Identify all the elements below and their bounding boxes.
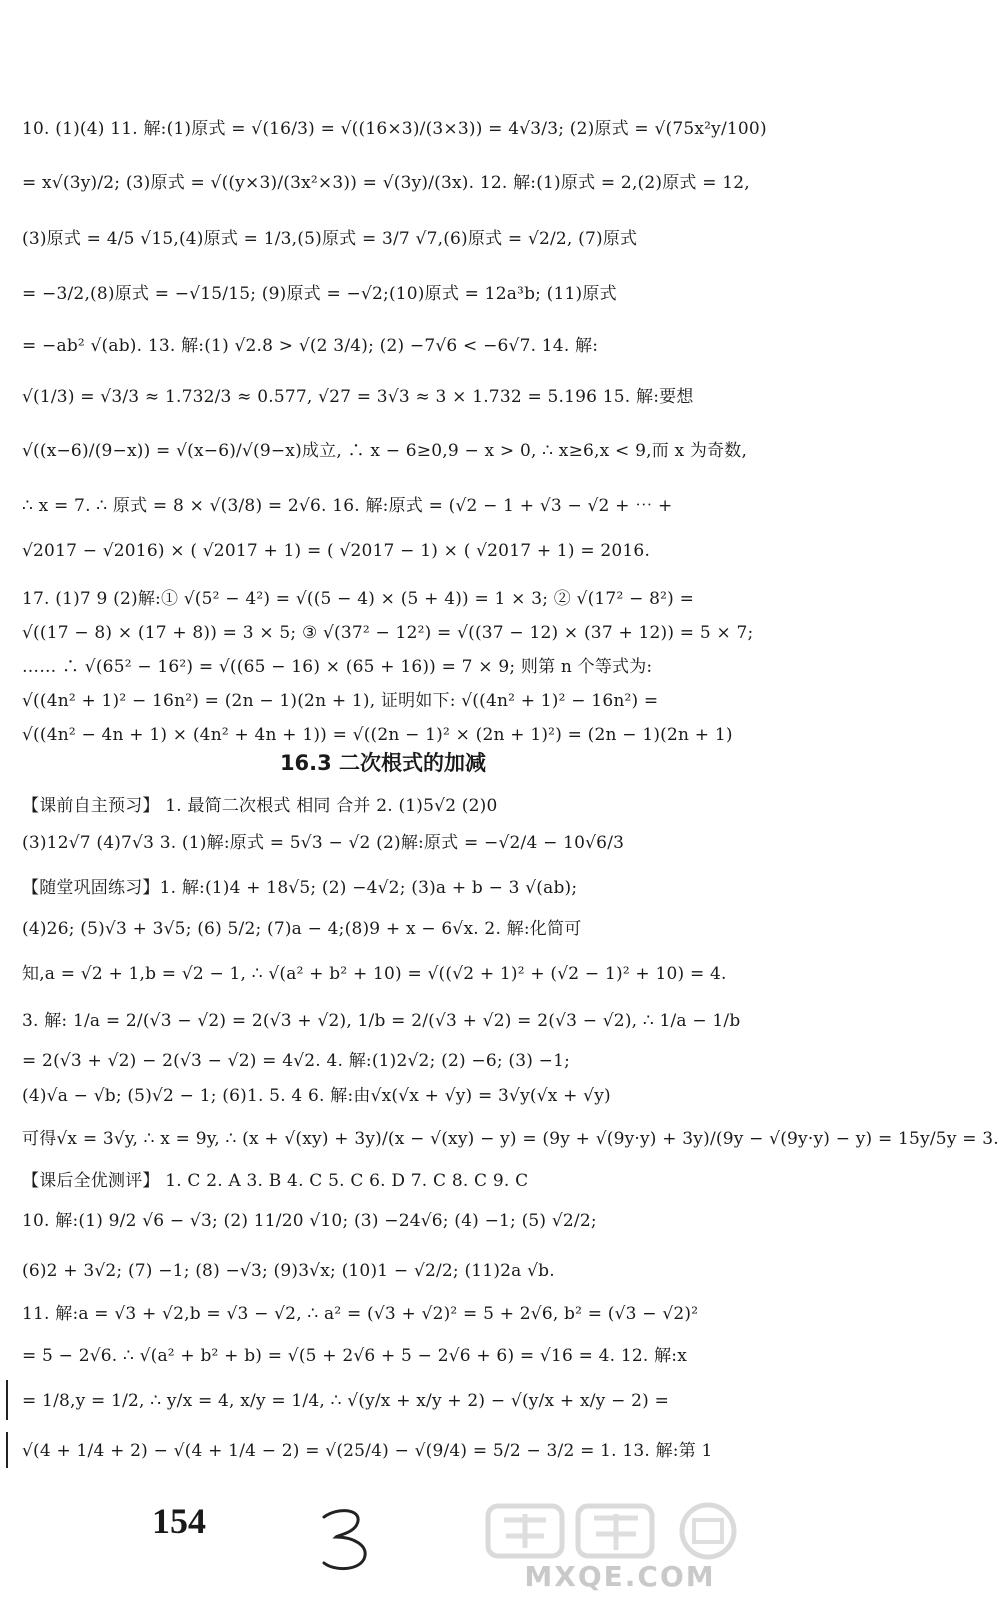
solution-line: = −ab² √(ab). 13. 解:(1) √2.8 > √(2 3/4); (2) −7√6 < −6√7. 14. 解: xyxy=(22,336,599,356)
handwritten-note xyxy=(318,1505,378,1579)
handwritten-three-icon xyxy=(318,1505,378,1575)
exercise-line: (4)√a − √b; (5)√2 − 1; (6)1. 5. 4 6. 解:由√x(√x + √y) = 3√y(√x + √y) xyxy=(22,1086,611,1106)
exercise-line: (3)12√7 (4)7√3 3. (1)解:原式 = 5√3 − √2 (2)解:原式 = −√2/4 − 10√6/3 xyxy=(22,833,625,853)
section-title: 16.3 二次根式的加减 xyxy=(279,751,487,775)
solution-line: √((4n² + 1)² − 16n²) = (2n − 1)(2n + 1), 证明如下: √((4n² + 1)² − 16n²) = xyxy=(22,691,659,711)
solution-line: ∴ x = 7. ∴ 原式 = 8 × √(3/8) = 2√6. 16. 解:原式 = (√2 − 1 + √3 − √2 + ⋯ + xyxy=(22,496,673,516)
watermark-url: MXQE.COM xyxy=(524,1560,716,1593)
exercise-line: 11. 解:a = √3 + √2,b = √3 − √2, ∴ a² = (√3 + √2)² = 5 + 2√6, b² = (√3 − √2)² xyxy=(22,1304,699,1324)
exercise-line: 【课前自主预习】 1. 最简二次根式 相同 合并 2. (1)5√2 (2)0 xyxy=(22,796,498,816)
solution-line: √(1/3) = √3/3 ≈ 1.732/3 ≈ 0.577, √27 = 3√3 ≈ 3 × 1.732 = 5.196 15. 解:要想 xyxy=(22,387,694,407)
exercise-line: 知,a = √2 + 1,b = √2 − 1, ∴ √(a² + b² + 10) = √((√2 + 1)² + (√2 − 1)² + 10) = 4. xyxy=(22,964,727,984)
exercise-line: 10. 解:(1) 9/2 √6 − √3; (2) 11/20 √10; (3) −24√6; (4) −1; (5) √2/2; xyxy=(22,1211,597,1231)
solution-line: √((17 − 8) × (17 + 8)) = 3 × 5; ③ √(37² − 12²) = √((37 − 12) × (37 + 12)) = 5 × 7; xyxy=(22,623,754,643)
exercise-line: = 2(√3 + √2) − 2(√3 − √2) = 4√2. 4. 解:(1)2√2; (2) −6; (3) −1; xyxy=(22,1051,571,1071)
solution-line: 10. (1)(4) 11. 解:(1)原式 = √(16/3) = √((16×3)/(3×3)) = 4√3/3; (2)原式 = √(75x²y/100) xyxy=(22,119,767,139)
solution-line: √2017 − √2016) × ( √2017 + 1) = ( √2017 − 1) × ( √2017 + 1) = 2016. xyxy=(22,541,651,561)
exercise-line: 【课后全优测评】 1. C 2. A 3. B 4. C 5. C 6. D 7. C 8. C 9. C xyxy=(22,1171,529,1191)
margin-mark xyxy=(6,1380,8,1420)
exercise-line: (6)2 + 3√2; (7) −1; (8) −√3; (9)3√x; (10)1 − √2/2; (11)2a √b. xyxy=(22,1261,555,1281)
solution-line: (3)原式 = 4/5 √15,(4)原式 = 1/3,(5)原式 = 3/7 √7,(6)原式 = √2/2, (7)原式 xyxy=(22,229,638,249)
page-number: 154 xyxy=(152,1501,206,1541)
solution-line: 17. (1)7 9 (2)解:① √(5² − 4²) = √((5 − 4) × (5 + 4)) = 1 × 3; ② √(17² − 8²) = xyxy=(22,589,695,609)
margin-mark xyxy=(6,1432,8,1468)
exercise-line: = 5 − 2√6. ∴ √(a² + b² + b) = √(5 + 2√6 + 5 − 2√6 + 6) = √16 = 4. 12. 解:x xyxy=(22,1346,688,1366)
exercise-line: 【随堂巩固练习】1. 解:(1)4 + 18√5; (2) −4√2; (3)a + b − 3 √(ab); xyxy=(22,878,578,898)
exercise-line: 可得√x = 3√y, ∴ x = 9y, ∴ (x + √(xy) + 3y)/(x − √(xy) − y) = (9y + √(9y·y) + 3y)/(9y − √(9y·y) − y) = 15y/5y = 3. xyxy=(22,1129,999,1149)
solution-line: = −3/2,(8)原式 = −√15/15; (9)原式 = −√2;(10)原式 = 12a³b; (11)原式 xyxy=(22,284,617,304)
solution-line: √((x−6)/(9−x)) = √(x−6)/√(9−x)成立, ∴ x − 6≥0,9 − x > 0, ∴ x≥6,x < 9,而 x 为奇数, xyxy=(22,441,748,461)
solution-line: = x√(3y)/2; (3)原式 = √((y×3)/(3x²×3)) = √(3y)/(3x). 12. 解:(1)原式 = 2,(2)原式 = 12, xyxy=(22,173,750,193)
watermark-icon xyxy=(482,1500,752,1560)
exercise-line: (4)26; (5)√3 + 3√5; (6) 5/2; (7)a − 4;(8)9 + x − 6√x. 2. 解:化简可 xyxy=(22,919,582,939)
exercise-line: = 1/8,y = 1/2, ∴ y/x = 4, x/y = 1/4, ∴ √(y/x + x/y + 2) − √(y/x + x/y − 2) = xyxy=(22,1391,670,1411)
solution-line: √((4n² − 4n + 1) × (4n² + 4n + 1)) = √((2n − 1)² × (2n + 1)²) = (2n − 1)(2n + 1) xyxy=(22,725,733,745)
solution-line: …… ∴ √(65² − 16²) = √((65 − 16) × (65 + 16)) = 7 × 9; 则第 n 个等式为: xyxy=(22,657,653,677)
exercise-line: √(4 + 1/4 + 2) − √(4 + 1/4 − 2) = √(25/4) − √(9/4) = 5/2 − 3/2 = 1. 13. 解:第 1 xyxy=(22,1441,713,1461)
exercise-line: 3. 解: 1/a = 2/(√3 − √2) = 2(√3 + √2), 1/b = 2/(√3 + √2) = 2(√3 − √2), ∴ 1/a − 1/b xyxy=(22,1011,741,1031)
